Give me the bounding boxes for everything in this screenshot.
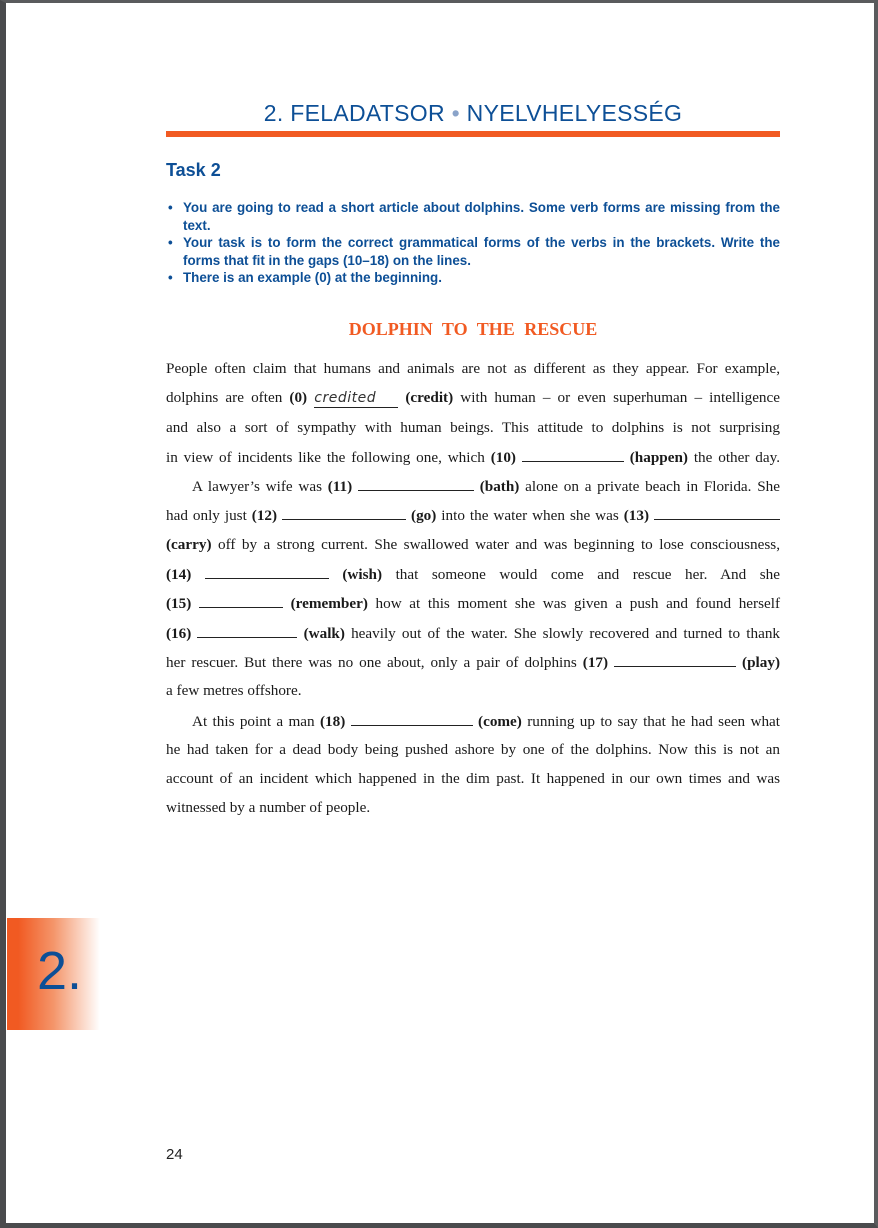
- example-answer: credited: [314, 391, 398, 408]
- article-text: alone on a private beach in Florida. She: [519, 478, 780, 496]
- bullet-icon: •: [168, 235, 173, 250]
- answer-gap[interactable]: [522, 445, 624, 462]
- article-text: [283, 595, 291, 612]
- article-text: [307, 389, 314, 406]
- header-rule: [166, 131, 780, 137]
- title-right: NYELVHELYESSÉG: [466, 100, 683, 126]
- gap-label: (11): [327, 478, 353, 496]
- article-text: heavily out of the water. She slowly recovered and turned to thank: [344, 624, 781, 642]
- gap-label: (15): [166, 595, 192, 613]
- article-line: [166, 767, 780, 796]
- answer-gap[interactable]: [351, 709, 473, 726]
- gap-label: (come): [478, 712, 522, 730]
- instructions-list: [166, 199, 780, 287]
- gap-label: (18): [319, 712, 346, 730]
- answer-gap[interactable]: [614, 650, 736, 667]
- answer-gap[interactable]: [654, 503, 780, 520]
- article-line: [166, 562, 780, 591]
- gap-label: (12): [251, 507, 278, 525]
- task-title: Task 2: [166, 160, 221, 180]
- instruction-item: • You are going to read a short article about dolphins. Some verb forms are missing from the text.: [168, 200, 780, 233]
- article-line: [166, 679, 780, 708]
- article-text: the other day.: [687, 448, 781, 466]
- gap-label: (16): [166, 624, 192, 642]
- article-text: into the water when she was: [436, 507, 624, 525]
- answer-gap[interactable]: [197, 621, 297, 638]
- gap-label: (go): [411, 507, 437, 525]
- article-text: running up to say that he had seen what: [521, 712, 781, 730]
- article-text: with human – or even superhuman – intelligence: [453, 389, 781, 407]
- bullet-icon: •: [168, 200, 173, 215]
- gap-label: (remember): [290, 595, 368, 613]
- article-text: [329, 566, 343, 583]
- article-line: [166, 591, 780, 620]
- instruction-item: • There is an example (0) at the beginning.: [168, 270, 442, 285]
- article-text: her rescuer. But there was no one about, only a pair of dolphins: [166, 653, 583, 671]
- article-line: [166, 474, 780, 503]
- article-title: DOLPHIN TO THE RESCUE: [348, 319, 598, 339]
- article-text: off by a strong current. She swallowed water and was beginning to lose consciousness,: [211, 535, 780, 553]
- article-body: [166, 357, 780, 826]
- article-line: [166, 503, 780, 532]
- bullet-icon: •: [168, 270, 173, 285]
- article-line: [166, 357, 780, 386]
- article-text: A lawyer’s wife was: [192, 478, 328, 496]
- page-number: 24: [166, 1146, 183, 1163]
- article-text: dolphins are often: [166, 389, 290, 407]
- gap-label: (carry): [166, 535, 212, 553]
- answer-gap[interactable]: [199, 591, 283, 608]
- article-text: a few metres offshore.: [166, 682, 302, 700]
- title-separator: •: [451, 100, 460, 126]
- article-line: [166, 445, 780, 474]
- gap-label: (play): [742, 653, 781, 671]
- gap-label: (10): [490, 448, 516, 466]
- answer-gap[interactable]: [282, 503, 406, 520]
- article-text: had only just: [166, 507, 252, 525]
- article-text: how at this moment she was given a push and found herself: [367, 595, 781, 613]
- article-line: [166, 650, 780, 679]
- gap-label: (credit): [405, 389, 454, 407]
- gap-label: (walk): [303, 624, 345, 642]
- article-text: and also a sort of sympathy with human beings. This attitude to dolphins is not surprising: [166, 418, 780, 436]
- answer-gap[interactable]: [358, 474, 474, 491]
- title-left: 2. FELADATSOR: [263, 100, 445, 126]
- article-text: People often claim that humans and animals are not as different as they appear. For example,: [166, 360, 780, 377]
- article-line: [166, 621, 780, 650]
- gap-label: (0): [289, 389, 308, 407]
- section-title: [166, 100, 780, 127]
- article-line: [166, 416, 780, 445]
- chapter-number: 2.: [37, 941, 83, 1001]
- gap-label: (wish): [342, 566, 383, 584]
- instruction-item: • Your task is to form the correct grammatical forms of the verbs in the brackets. Write the forms that fit in the gaps (10–18) on the lines.: [168, 235, 780, 268]
- article-text: [191, 566, 205, 583]
- article-line: [166, 738, 780, 767]
- gap-label: (14): [166, 566, 192, 584]
- answer-gap[interactable]: [205, 562, 329, 579]
- gap-label: (17): [582, 653, 609, 671]
- gap-label: (13): [623, 507, 650, 525]
- article-line: [166, 709, 780, 738]
- article-text: he had taken for a dead body being pushed ashore by one of the dolphins. Now this is not an: [166, 740, 780, 758]
- article-text: At this point a man: [192, 712, 320, 730]
- chapter-tab: [7, 918, 100, 1030]
- article-line: [166, 796, 780, 825]
- article-text: [191, 595, 199, 612]
- article-text: in view of incidents like the following one, which: [166, 448, 491, 466]
- gap-label: (happen): [629, 448, 688, 466]
- article-line: [166, 533, 780, 562]
- article-text: witnessed by a number of people.: [166, 799, 371, 817]
- article-line: [166, 386, 780, 415]
- article-text: account of an incident which happened in the dim past. It happened in our own times and was: [166, 770, 780, 788]
- article-text: that someone would come and rescue her. And she: [382, 566, 781, 584]
- gap-label: (bath): [479, 478, 520, 496]
